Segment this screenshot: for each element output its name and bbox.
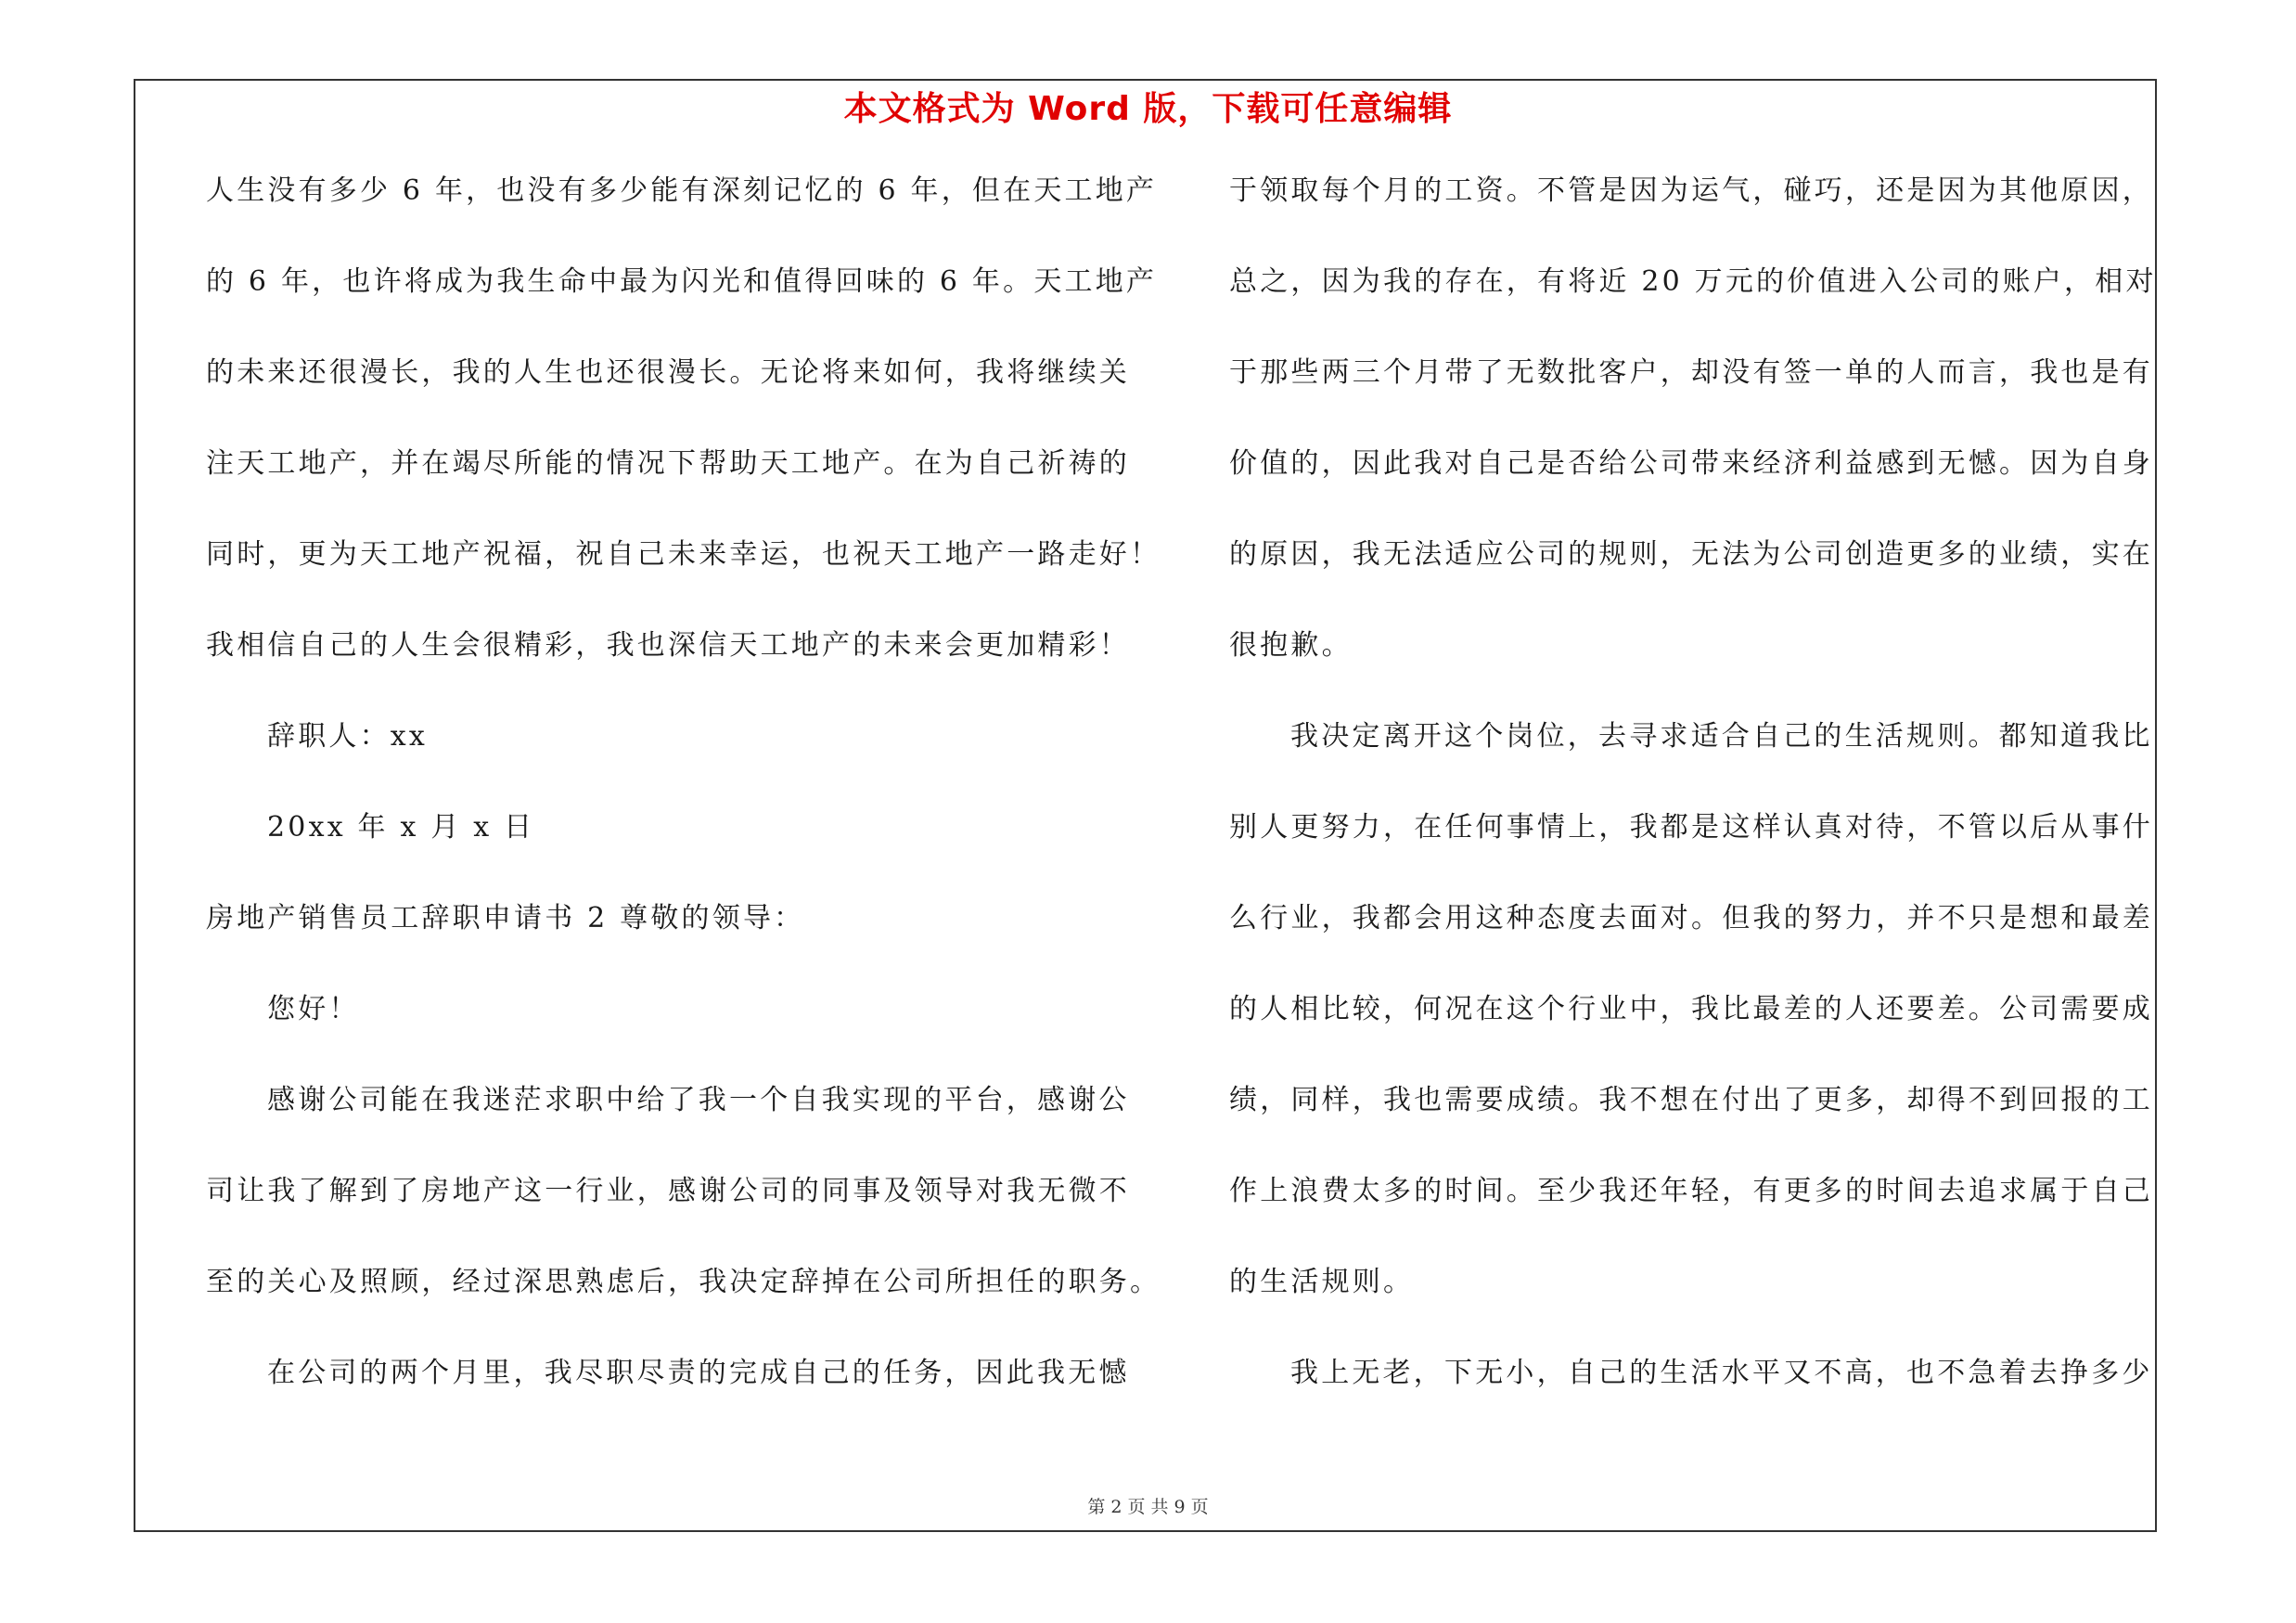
left-column-line: 我相信自己的人生会很精彩，我也深信天工地产的未来会更加精彩！ xyxy=(206,629,1130,662)
right-column-line: 总之，因为我的存在，有将近 20 万元的价值进入公司的账户，相对 xyxy=(1229,265,2157,298)
right-column-line: 的人相比较，何况在这个行业中，我比最差的人还要差。公司需要成 xyxy=(1229,993,2153,1025)
right-column-line: 别人更努力，在任何事情上，我都是这样认真对待，不管以后从事什 xyxy=(1229,811,2153,844)
left-column-line: 20xx 年 x 月 x 日 xyxy=(267,811,535,844)
page-number-footer: 第 2 页 共 9 页 xyxy=(1087,1497,1209,1517)
right-column-line: 作上浪费太多的时间。至少我还年轻，有更多的时间去追求属于自己 xyxy=(1229,1175,2153,1207)
left-column-line: 您好！ xyxy=(267,993,360,1025)
left-column-line: 同时，更为天工地产祝福，祝自己未来幸运，也祝天工地产一路走好！ xyxy=(206,538,1161,571)
right-column-line: 于那些两三个月带了无数批客户，却没有签一单的人而言，我也是有 xyxy=(1229,356,2153,389)
right-column xyxy=(1229,168,2160,1441)
right-column-line: 于领取每个月的工资。不管是因为运气，碰巧，还是因为其他原因， xyxy=(1229,174,2153,207)
right-column-line: 绩，同样，我也需要成绩。我不想在付出了更多，却得不到回报的工 xyxy=(1229,1084,2153,1116)
left-column-line: 房地产销售员工辞职申请书 2 尊敬的领导： xyxy=(206,902,805,934)
left-column-line: 在公司的两个月里，我尽职尽责的完成自己的任务，因此我无憾 xyxy=(267,1357,1130,1389)
left-column-line: 的 6 年，也许将成为我生命中最为闪光和值得回味的 6 年。天工地产 xyxy=(206,265,1158,298)
right-column-line: 价值的，因此我对自己是否给公司带来经济利益感到无憾。因为自身 xyxy=(1229,447,2153,480)
left-column-line: 至的关心及照顾，经过深思熟虑后，我决定辞掉在公司所担任的职务。 xyxy=(206,1266,1161,1298)
right-column-line: 的生活规则。 xyxy=(1229,1266,1415,1298)
left-column-line: 辞职人：xx xyxy=(267,720,429,753)
left-column-line: 注天工地产，并在竭尽所能的情况下帮助天工地产。在为自己祈祷的 xyxy=(206,447,1130,480)
header-banner: 本文格式为 Word 版，下载可任意编辑 xyxy=(843,90,1453,128)
left-column-line: 人生没有多少 6 年，也没有多少能有深刻记忆的 6 年，但在天工地产 xyxy=(206,174,1158,207)
right-column-line: 很抱歉。 xyxy=(1229,629,1353,662)
right-column-line: 么行业，我都会用这种态度去面对。但我的努力，并不只是想和最差 xyxy=(1229,902,2153,934)
right-column-line: 的原因，我无法适应公司的规则，无法为公司创造更多的业绩，实在 xyxy=(1229,538,2153,571)
right-column-line: 我决定离开这个岗位，去寻求适合自己的生活规则。都知道我比 xyxy=(1290,720,2153,753)
left-column xyxy=(206,168,1161,1441)
left-column-line: 的未来还很漫长，我的人生也还很漫长。无论将来如何，我将继续关 xyxy=(206,356,1130,389)
left-column-line: 司让我了解到了房地产这一行业，感谢公司的同事及领导对我无微不 xyxy=(206,1175,1130,1207)
left-column-line: 感谢公司能在我迷茫求职中给了我一个自我实现的平台，感谢公 xyxy=(267,1084,1130,1116)
right-column-line: 我上无老，下无小，自己的生活水平又不高，也不急着去挣多少 xyxy=(1290,1357,2153,1389)
